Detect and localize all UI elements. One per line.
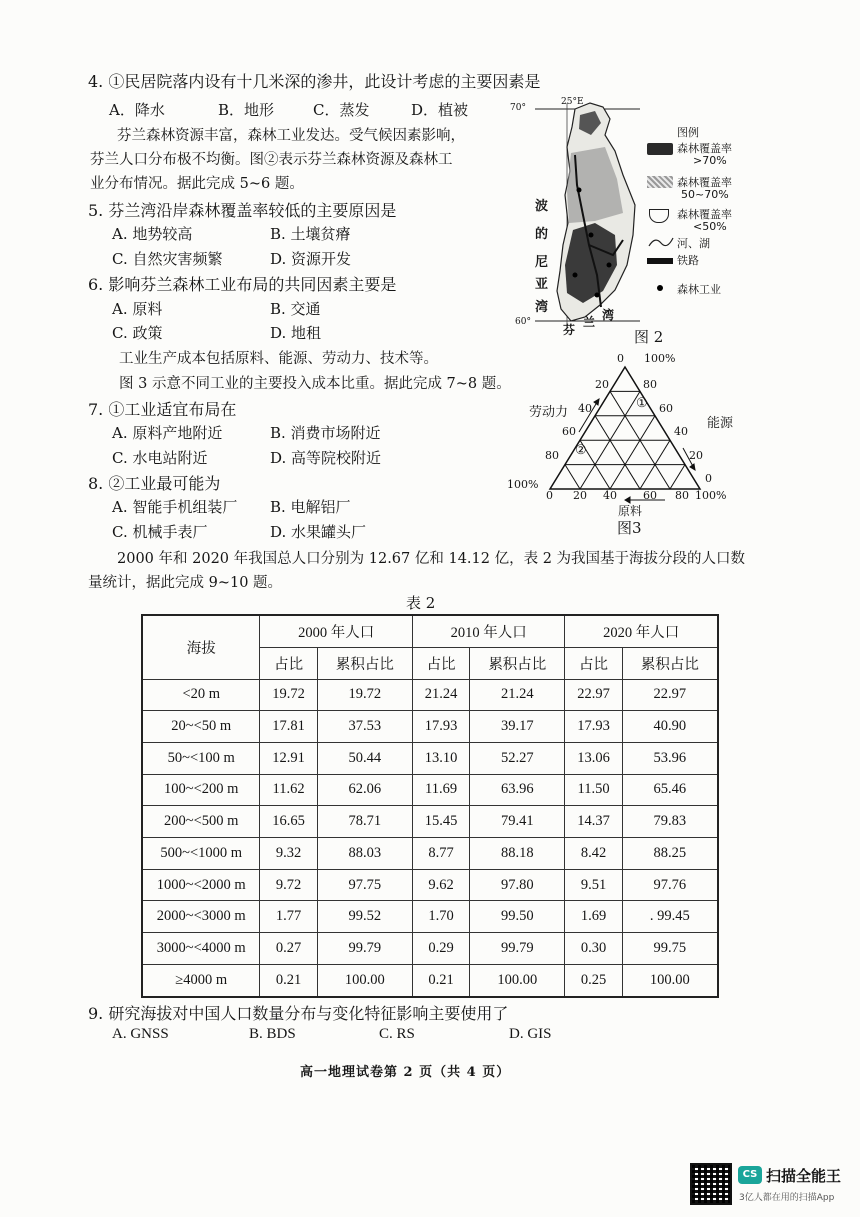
ternary-left-tick: 40 xyxy=(578,402,592,415)
qr-code-icon xyxy=(690,1163,732,1205)
cell-value: 17.81 xyxy=(260,711,317,743)
cell-value: 13.06 xyxy=(565,742,622,774)
cell-value: 65.46 xyxy=(622,774,718,806)
cell-value: 100.00 xyxy=(317,964,412,997)
cell-value: 37.53 xyxy=(317,711,412,743)
q6-option-c: C. 政策 xyxy=(112,324,163,342)
latitude-60-label: 60° xyxy=(515,317,531,327)
q5-option-b: B. 土壤贫瘠 xyxy=(270,225,351,243)
q5-option-a: A. 地势较高 xyxy=(112,225,193,243)
q7-option-b: B. 消费市场附近 xyxy=(270,424,381,442)
q7-option-d: D. 高等院校附近 xyxy=(270,449,382,467)
q6-option-d: D. 地租 xyxy=(270,324,322,342)
legend-railway-label: 铁路 xyxy=(677,254,699,267)
longitude-25e-label: 25°E xyxy=(561,97,584,107)
q5-option-c: C. 自然灾害频繁 xyxy=(112,250,223,268)
q6-option-a: A. 原料 xyxy=(112,300,163,318)
figure-2-caption: 图 2 xyxy=(634,328,664,346)
sub-header-cumulative: 累积占比 xyxy=(622,647,718,679)
intro-9-10-line2: 量统计，据此完成 9~10 题。 xyxy=(88,575,283,591)
cell-value: 21.24 xyxy=(470,679,565,711)
cell-value: 15.45 xyxy=(412,806,469,838)
cell-value: 0.27 xyxy=(260,933,317,965)
intro-7-8-line2: 图 3 示意不同工业的主要投入成本比重。据此完成 7~8 题。 xyxy=(119,376,511,392)
cell-value: 88.18 xyxy=(470,838,565,870)
cell-value: 14.37 xyxy=(565,806,622,838)
sea-label-char: 亚 xyxy=(535,277,549,292)
gulf-label-char: 兰 xyxy=(583,315,596,329)
cell-value: 17.93 xyxy=(412,711,469,743)
legend-river-lake-label: 河、湖 xyxy=(677,237,710,250)
cell-value: 17.93 xyxy=(565,711,622,743)
cell-value: 97.80 xyxy=(470,869,565,901)
cell-value: 78.71 xyxy=(317,806,412,838)
forest-industry-dot xyxy=(657,285,663,291)
table-row xyxy=(142,711,718,743)
cell-value: 50.44 xyxy=(317,742,412,774)
cell-value: 19.72 xyxy=(260,679,317,711)
ternary-bottom-tick: 80 xyxy=(675,489,689,502)
table-row xyxy=(142,933,718,965)
cell-value: 9.72 xyxy=(260,869,317,901)
year-header-2000: 2000 年人口 xyxy=(260,615,412,647)
q9-option-c: C. RS xyxy=(379,1026,415,1042)
cell-value: 0.29 xyxy=(412,933,469,965)
cell-value: 0.21 xyxy=(260,964,317,997)
cell-value: 99.79 xyxy=(470,933,565,965)
intro-5-6-line3: 业分布情况。据此完成 5~6 题。 xyxy=(90,176,304,192)
altitude-header: 海拔 xyxy=(142,615,260,679)
cell-value: 53.96 xyxy=(622,742,718,774)
brand-subtitle: 3亿人都在用的扫描App xyxy=(739,1193,835,1203)
ternary-right-tick: 0 xyxy=(705,472,712,485)
q9-option-a: A. GNSS xyxy=(112,1026,169,1042)
brand-name: 扫描全能王 xyxy=(766,1167,842,1185)
figure-3-caption: 图3 xyxy=(617,519,642,537)
cell-value: 100.00 xyxy=(622,964,718,997)
cell-value: 88.03 xyxy=(317,838,412,870)
q9-option-b: B. BDS xyxy=(249,1026,296,1042)
cell-altitude: 1000~<2000 m xyxy=(142,869,260,901)
ternary-top-zero: 0 xyxy=(617,352,624,365)
cell-value: 0.30 xyxy=(565,933,622,965)
cell-value: 52.27 xyxy=(470,742,565,774)
table-row xyxy=(142,742,718,774)
cell-altitude: 200~<500 m xyxy=(142,806,260,838)
q4-option-d: D．植被 xyxy=(411,101,469,119)
cell-value: 99.50 xyxy=(470,901,565,933)
q4-option-b: B．地形 xyxy=(218,101,275,119)
ternary-right-tick: 80 xyxy=(643,378,657,391)
cell-value: 21.24 xyxy=(412,679,469,711)
cell-altitude: 20~<50 m xyxy=(142,711,260,743)
cell-altitude: 50~<100 m xyxy=(142,742,260,774)
ternary-left-tick: 80 xyxy=(545,449,559,462)
intro-5-6-line1: 芬兰森林资源丰富，森林工业发达。受气候因素影响， xyxy=(117,128,465,144)
cell-value: 99.79 xyxy=(317,933,412,965)
intro-9-10-line1: 2000 年和 2020 年我国总人口分别为 12.67 亿和 14.12 亿，表 2 为我国基于海拔分段的人口数 xyxy=(117,551,746,567)
ternary-top-100: 100% xyxy=(644,352,676,365)
cell-value: . 99.45 xyxy=(622,901,718,933)
cell-value: 1.69 xyxy=(565,901,622,933)
cell-altitude: 2000~<3000 m xyxy=(142,901,260,933)
cell-value: 22.97 xyxy=(622,679,718,711)
cell-altitude: <20 m xyxy=(142,679,260,711)
legend-title: 图例 xyxy=(677,126,699,139)
question-4-stem: 4. ①民居院落内设有十几米深的渗井，此设计考虑的主要因素是 xyxy=(88,72,541,91)
dense-forest-swatch xyxy=(647,143,673,155)
sub-header-share: 占比 xyxy=(412,647,469,679)
cell-value: 79.41 xyxy=(470,806,565,838)
cell-value: 99.52 xyxy=(317,901,412,933)
year-header-2020: 2020 年人口 xyxy=(565,615,718,647)
legend-dense-forest-label: 森林覆盖率 xyxy=(677,142,732,155)
cell-value: 13.10 xyxy=(412,742,469,774)
ternary-bottom-tick: 60 xyxy=(643,489,657,502)
cell-value: 9.62 xyxy=(412,869,469,901)
q5-option-d: D. 资源开发 xyxy=(270,250,352,268)
sea-label-char: 湾 xyxy=(535,300,549,315)
table-row xyxy=(142,964,718,997)
q7-option-a: A. 原料产地附近 xyxy=(112,424,223,442)
ternary-left-100: 100% xyxy=(507,478,539,491)
cell-value: 97.76 xyxy=(622,869,718,901)
medium-forest-swatch xyxy=(647,176,673,188)
ternary-right-tick: 20 xyxy=(689,449,703,462)
cell-value: 40.90 xyxy=(622,711,718,743)
q8-option-c: C. 机械手表厂 xyxy=(112,523,208,541)
cell-value: 1.77 xyxy=(260,901,317,933)
ternary-axis-labor: 劳动力 xyxy=(529,405,569,420)
question-7-stem: 7. ①工业适宜布局在 xyxy=(88,400,237,419)
sea-label-char: 波 xyxy=(535,199,549,214)
q8-option-a: A. 智能手机组装厂 xyxy=(112,498,238,516)
q4-option-c: C．蒸发 xyxy=(313,101,370,119)
intro-5-6-line2: 芬兰人口分布极不均衡。图②表示芬兰森林资源及森林工 xyxy=(90,152,453,168)
q6-option-b: B. 交通 xyxy=(270,300,321,318)
intro-7-8-line1: 工业生产成本包括原料、能源、劳动力、技术等。 xyxy=(119,351,438,367)
ternary-right-tick: 40 xyxy=(674,425,688,438)
cell-altitude: 100~<200 m xyxy=(142,774,260,806)
cell-value: 39.17 xyxy=(470,711,565,743)
cell-value: 0.25 xyxy=(565,964,622,997)
sea-label-char: 尼 xyxy=(535,255,549,270)
cell-altitude: 500~<1000 m xyxy=(142,838,260,870)
cell-value: 9.51 xyxy=(565,869,622,901)
industry-1-marker: ① xyxy=(636,396,648,411)
cell-value: 0.21 xyxy=(412,964,469,997)
cell-value: 63.96 xyxy=(470,774,565,806)
sub-header-share: 占比 xyxy=(565,647,622,679)
cell-value: 9.32 xyxy=(260,838,317,870)
ternary-bottom-100: 100% xyxy=(695,489,727,502)
railway-symbol xyxy=(647,258,673,264)
table-row xyxy=(142,901,718,933)
legend-low-forest-label: 森林覆盖率 xyxy=(677,208,732,221)
q8-option-d: D. 水果罐头厂 xyxy=(270,523,367,541)
cell-value: 11.62 xyxy=(260,774,317,806)
river-lake-symbol xyxy=(647,234,675,250)
cell-value: 100.00 xyxy=(470,964,565,997)
page-footer: 高一地理试卷第 2 页（共 4 页） xyxy=(300,1065,511,1080)
cell-value: 79.83 xyxy=(622,806,718,838)
cell-value: 88.25 xyxy=(622,838,718,870)
gulf-label-char: 湾 xyxy=(602,308,615,322)
ternary-axis-material: 原料 xyxy=(618,504,643,518)
q4-option-a: A．降水 xyxy=(109,101,165,119)
sub-header-share: 占比 xyxy=(260,647,317,679)
camscanner-logo-icon: CS xyxy=(738,1166,762,1184)
cell-value: 11.69 xyxy=(412,774,469,806)
table-2-caption: 表 2 xyxy=(406,594,436,612)
cell-altitude: 3000~<4000 m xyxy=(142,933,260,965)
year-header-2010: 2010 年人口 xyxy=(412,615,564,647)
table-row xyxy=(142,679,718,711)
ternary-bottom-tick: 0 xyxy=(546,489,553,502)
gulf-label-char: 芬 xyxy=(563,323,576,337)
cell-value: 19.72 xyxy=(317,679,412,711)
latitude-70-label: 70° xyxy=(510,103,526,113)
cell-value: 11.50 xyxy=(565,774,622,806)
cell-altitude: ≥4000 m xyxy=(142,964,260,997)
low-forest-swatch xyxy=(649,209,669,223)
cell-value: 8.77 xyxy=(412,838,469,870)
cell-value: 16.65 xyxy=(260,806,317,838)
question-9-stem: 9. 研究海拔对中国人口数量分布与变化特征影响主要使用了 xyxy=(88,1004,509,1023)
legend-medium-forest-range: 50~70% xyxy=(681,188,729,201)
table-row xyxy=(142,869,718,901)
legend-dense-forest-range: >70% xyxy=(693,154,727,167)
ternary-bottom-tick: 20 xyxy=(573,489,587,502)
q7-option-c: C. 水电站附近 xyxy=(112,449,208,467)
industry-2-marker: ② xyxy=(575,443,587,458)
table-row xyxy=(142,806,718,838)
cell-value: 99.75 xyxy=(622,933,718,965)
question-5-stem: 5. 芬兰湾沿岸森林覆盖率较低的主要原因是 xyxy=(88,201,397,220)
ternary-right-tick: 60 xyxy=(659,402,673,415)
legend-low-forest-range: <50% xyxy=(693,220,727,233)
cell-value: 1.70 xyxy=(412,901,469,933)
ternary-left-tick: 60 xyxy=(562,425,576,438)
cell-value: 8.42 xyxy=(565,838,622,870)
table-row xyxy=(142,774,718,806)
cell-value: 97.75 xyxy=(317,869,412,901)
question-6-stem: 6. 影响芬兰森林工业布局的共同因素主要是 xyxy=(88,275,397,294)
sea-label-char: 的 xyxy=(535,227,549,242)
q8-option-b: B. 电解铝厂 xyxy=(270,498,351,516)
q9-option-d: D. GIS xyxy=(509,1026,552,1042)
cell-value: 22.97 xyxy=(565,679,622,711)
figure-3-ternary xyxy=(505,352,750,537)
ternary-left-tick: 20 xyxy=(595,378,609,391)
cell-value: 12.91 xyxy=(260,742,317,774)
legend-medium-forest-label: 森林覆盖率 xyxy=(677,176,732,189)
ternary-axis-energy: 能源 xyxy=(707,416,734,431)
question-8-stem: 8. ②工业最可能为 xyxy=(88,474,221,493)
sub-header-cumulative: 累积占比 xyxy=(317,647,412,679)
table-2 xyxy=(141,614,719,998)
sub-header-cumulative: 累积占比 xyxy=(470,647,565,679)
figure-2-legend xyxy=(645,124,745,304)
cell-value: 62.06 xyxy=(317,774,412,806)
ternary-bottom-tick: 40 xyxy=(603,489,617,502)
legend-forest-industry-label: 森林工业 xyxy=(677,283,721,296)
table-row xyxy=(142,838,718,870)
